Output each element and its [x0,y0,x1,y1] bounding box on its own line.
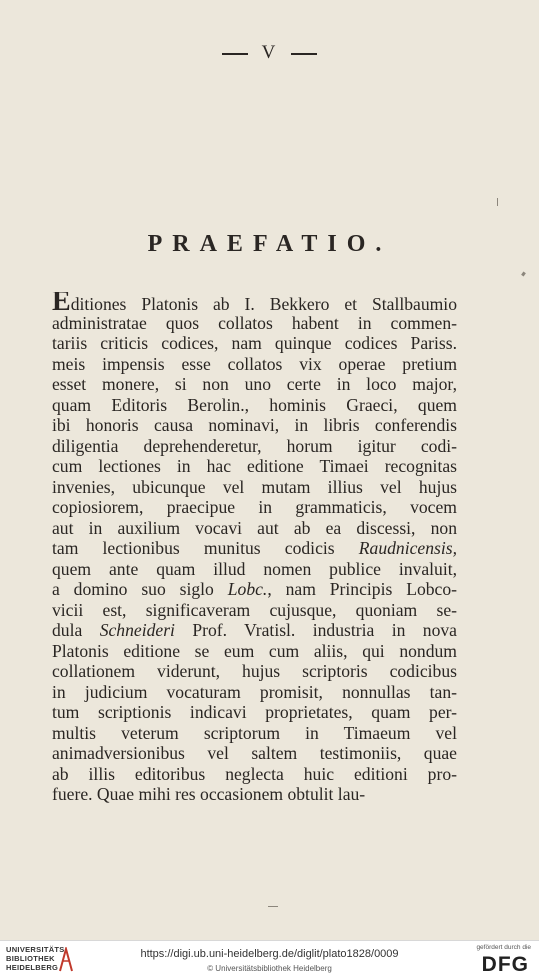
text-run: ab illis editoribus neglecta huic editioni pro- [52,763,457,784]
text-run: aut in auxilium vocavi aut ab ea discessi, non [52,517,457,538]
scan-speck [521,272,526,277]
italic-name: Schneideri [99,620,175,640]
page-number: V [261,42,278,63]
text-run: meis impensis esse collatos vix operae pretium [52,353,457,374]
text-line [52,395,457,416]
text-run: tum scriptionis indicavi proprietates, quam per- [52,702,457,722]
text-run: a domino suo siglo [52,579,228,599]
scan-speck [497,198,498,206]
text-run: ibi honoris causa nominavi, in libris conferendis [52,415,457,435]
text-run: collationem viderunt, hujus scriptoris codicibus [52,661,457,681]
text-run: tam lectionibus munitus codicis [52,538,359,558]
drop-cap: E [52,292,71,313]
text-run: diligentia deprehenderetur, horum igitur codi- [52,435,457,456]
text-line [52,313,457,334]
text-line [52,702,457,723]
text-line [52,764,457,785]
funded-by-text: gefördert durch die [476,944,531,951]
text-line [52,682,457,703]
text-run: invenies, ubicunque vel mutam illius vel hujus [52,476,457,497]
text-line [52,600,457,621]
text-run: quam Editoris Berolin., hominis Graeci, quem [52,394,457,415]
text-run: Prof. Vratisl. industria in nova [174,620,457,640]
text-line [52,579,457,600]
viewer-footer [0,940,539,979]
text-run: cum lectiones in hac editione Timaei recognitas [52,456,457,476]
copyright-text: © Universitätsbibliothek Heidelberg [207,964,332,973]
text-run: copiosiorem, praecipue in grammaticis, vocem [52,497,457,517]
running-head [0,42,539,64]
text-line [52,497,457,518]
text-run: multis veterum scriptorum in Timaeum vel [52,722,457,743]
permalink-url[interactable]: https://digi.ub.uni-heidelberg.de/diglit/plato1828/0009 [140,948,399,960]
text-run: , nam Principis Lobco- [267,579,457,599]
text-line [52,620,457,641]
text-run: fuere. Quae mihi res occasionem obtulit lau- [52,784,366,804]
italic-name: Lobc. [227,579,268,599]
text-line [52,292,457,313]
text-line [52,477,457,498]
text-line [52,456,457,477]
dash-right [291,53,317,55]
text-run: quem ante quam illud nomen publice invaluit, [52,558,457,579]
text-run: in judicium vocaturam promisit, nonnullas tan- [52,681,457,702]
text-run: esset monere, si non uno certe in loco major, [52,374,457,394]
text-line [52,661,457,682]
text-line [52,354,457,375]
text-line [52,723,457,744]
text-run: ditiones Platonis ab I. Bekkero et Stallbaumio [70,294,457,313]
text-run: Platonis editione se eum cum aliis, qui nondum [52,640,457,661]
library-logo-text: UNIVERSITÄTS- BIBLIOTHEK HEIDELBERG [6,945,68,972]
text-run: administratae quos collatos habent in commen- [52,312,457,333]
text-line [52,559,457,580]
text-line [52,538,457,559]
scan-speck [268,906,278,907]
dfg-logo: DFG [481,953,529,976]
text-run: vicii est, significaveram cujusque, quoniam se- [52,599,457,620]
text-run: dula [52,620,100,640]
text-run: animadversionibus vel saltem testimoniis, quae [52,743,457,763]
dash-left [222,53,248,55]
text-line [52,743,457,764]
text-line [52,518,457,539]
page-title: PRAEFATIO. [147,231,392,257]
text-line [52,374,457,395]
body-text [52,292,457,805]
text-line [52,333,457,354]
text-run: tariis criticis codices, nam quinque codices Pariss. [52,333,457,353]
text-line [52,641,457,662]
text-line [52,415,457,436]
text-line [52,784,457,805]
italic-name: Raudnicensis, [358,538,457,558]
text-line [52,436,457,457]
